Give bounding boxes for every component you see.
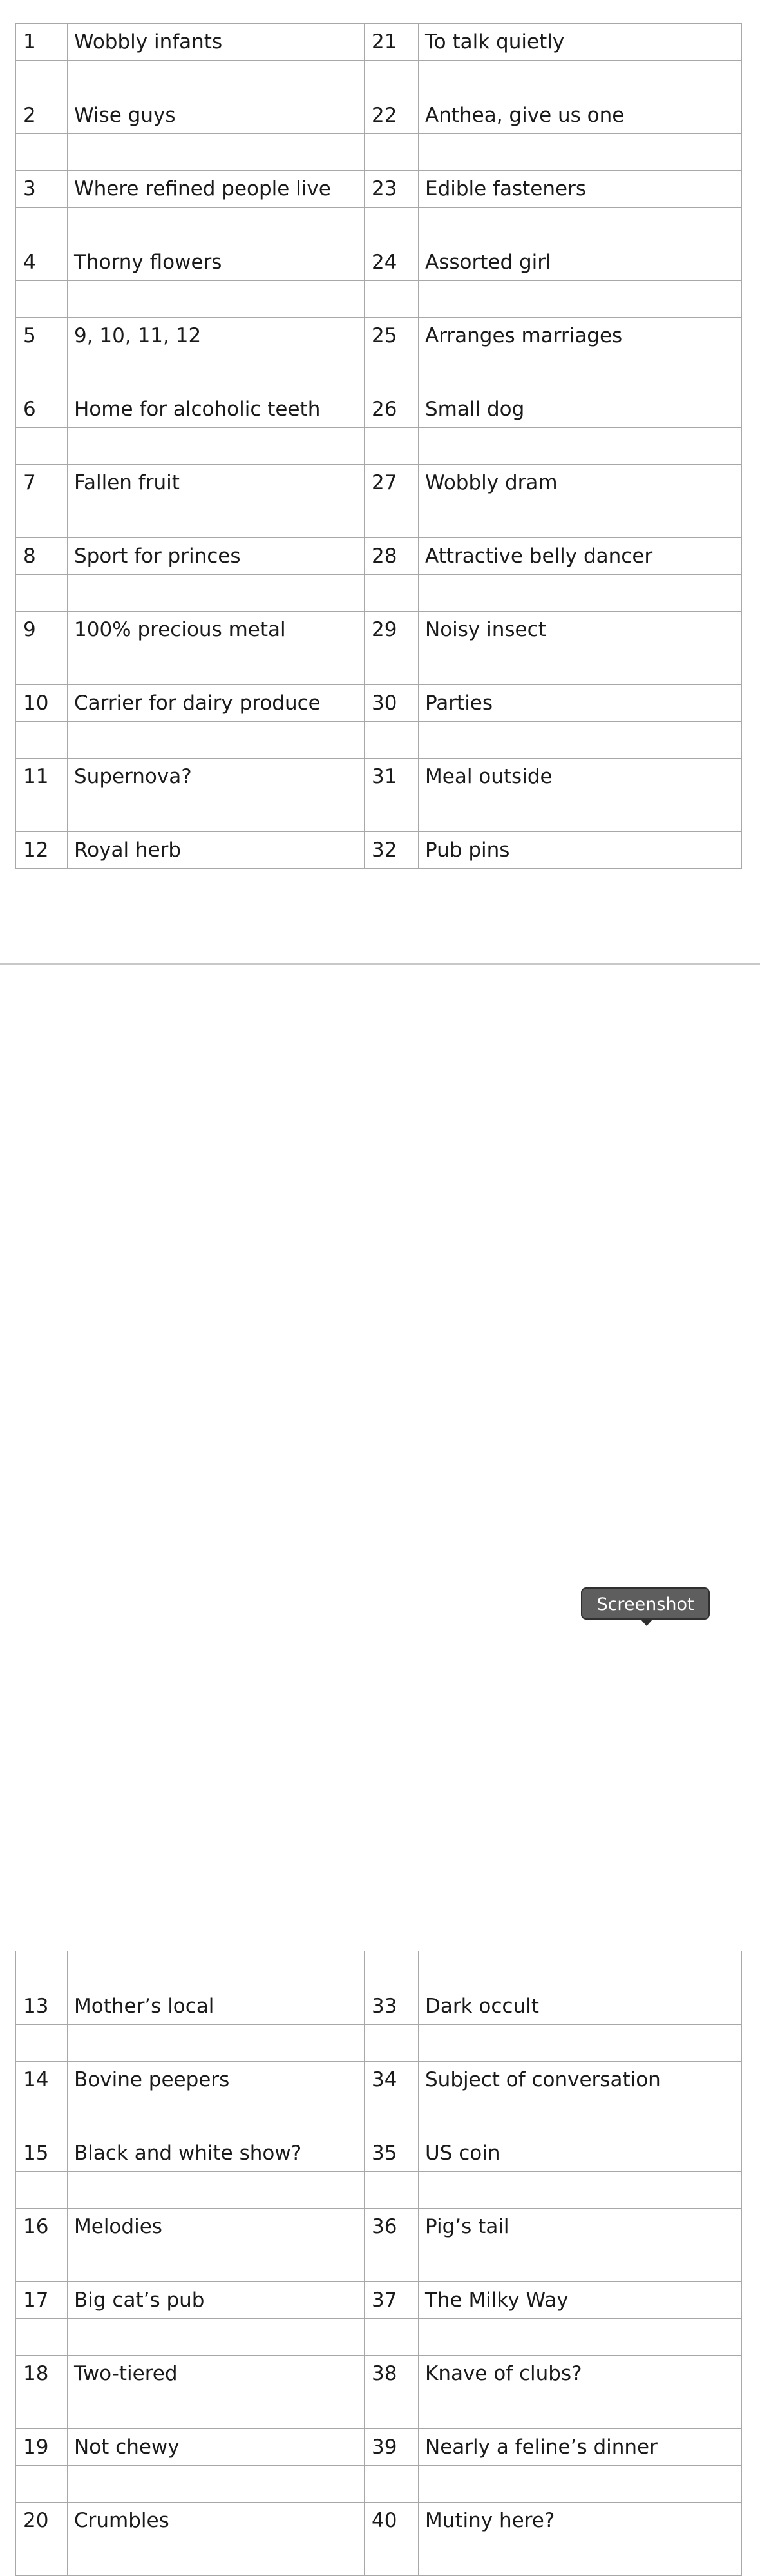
answer-cell xyxy=(68,501,365,538)
answer-cell xyxy=(16,795,68,832)
answer-cell xyxy=(419,2466,742,2503)
answer-row xyxy=(16,648,742,685)
clue-number: 5 xyxy=(16,318,68,354)
clue-text: Mother’s local xyxy=(68,1988,365,2025)
answer-cell xyxy=(68,61,365,97)
clue-number: 34 xyxy=(365,2062,419,2098)
answer-cell xyxy=(419,501,742,538)
clue-number: 19 xyxy=(16,2429,68,2466)
clue-text: Carrier for dairy produce xyxy=(68,685,365,722)
answer-cell xyxy=(365,2098,419,2135)
answer-cell xyxy=(68,2466,365,2503)
clue-number: 35 xyxy=(365,2135,419,2172)
table-row xyxy=(16,1988,742,2025)
answer-row xyxy=(16,2172,742,2209)
answer-cell xyxy=(68,722,365,759)
answer-cell xyxy=(16,575,68,612)
screenshot-button[interactable]: Screenshot xyxy=(581,1587,710,1620)
document-page-1 xyxy=(0,0,760,963)
answer-cell xyxy=(419,281,742,318)
answer-cell xyxy=(419,134,742,171)
table-row xyxy=(16,391,742,428)
clue-text: Parties xyxy=(419,685,742,722)
answer-cell xyxy=(68,2098,365,2135)
answer-row xyxy=(16,2025,742,2062)
clue-text: Melodies xyxy=(68,2209,365,2245)
answer-cell xyxy=(365,2466,419,2503)
answer-cell xyxy=(365,61,419,97)
answer-cell xyxy=(16,281,68,318)
clue-number: 29 xyxy=(365,612,419,648)
clue-text: Two-tiered xyxy=(68,2356,365,2392)
clue-number: 27 xyxy=(365,465,419,501)
clue-text: Bovine peepers xyxy=(68,2062,365,2098)
answer-cell xyxy=(16,648,68,685)
clue-text: The Milky Way xyxy=(419,2282,742,2319)
table-row xyxy=(16,685,742,722)
table-row xyxy=(16,318,742,354)
answer-cell xyxy=(365,281,419,318)
answer-row xyxy=(16,208,742,244)
answer-row xyxy=(16,2245,742,2282)
answer-cell xyxy=(365,2245,419,2282)
table-row xyxy=(16,2209,742,2245)
clue-number: 11 xyxy=(16,759,68,795)
table-row xyxy=(16,171,742,208)
answer-row xyxy=(16,575,742,612)
clue-number: 33 xyxy=(365,1988,419,2025)
clue-text: To talk quietly xyxy=(419,24,742,61)
clue-number: 39 xyxy=(365,2429,419,2466)
clue-table-2 xyxy=(15,1951,742,2576)
clue-text: US coin xyxy=(419,2135,742,2172)
clue-number: 15 xyxy=(16,2135,68,2172)
clue-text: Fallen fruit xyxy=(68,465,365,501)
answer-cell xyxy=(16,428,68,465)
clue-number: 38 xyxy=(365,2356,419,2392)
clue-number: 8 xyxy=(16,538,68,575)
answer-row xyxy=(16,281,742,318)
answer-row xyxy=(16,428,742,465)
clue-number: 6 xyxy=(16,391,68,428)
clue-number: 7 xyxy=(16,465,68,501)
table-row xyxy=(16,2503,742,2539)
answer-row xyxy=(16,722,742,759)
answer-cell xyxy=(419,354,742,391)
clue-number: 2 xyxy=(16,97,68,134)
answer-row xyxy=(16,2466,742,2503)
answer-cell xyxy=(365,2172,419,2209)
clue-text: Knave of clubs? xyxy=(419,2356,742,2392)
answer-row xyxy=(16,134,742,171)
answer-row xyxy=(16,1951,742,1988)
answer-cell xyxy=(16,722,68,759)
answer-cell xyxy=(365,208,419,244)
clue-text: Wise guys xyxy=(68,97,365,134)
clue-text: Pig’s tail xyxy=(419,2209,742,2245)
table-row xyxy=(16,2062,742,2098)
clue-text: Arranges marriages xyxy=(419,318,742,354)
answer-row xyxy=(16,61,742,97)
answer-cell xyxy=(68,795,365,832)
clue-text: Royal herb xyxy=(68,832,365,869)
clue-text: Small dog xyxy=(419,391,742,428)
clue-number: 25 xyxy=(365,318,419,354)
clue-number: 32 xyxy=(365,832,419,869)
answer-cell xyxy=(419,2098,742,2135)
answer-cell xyxy=(68,281,365,318)
clue-number: 21 xyxy=(365,24,419,61)
answer-cell xyxy=(68,354,365,391)
clue-number: 16 xyxy=(16,2209,68,2245)
answer-cell xyxy=(16,2392,68,2429)
clue-text: Assorted girl xyxy=(419,244,742,281)
answer-cell xyxy=(365,575,419,612)
clue-number: 22 xyxy=(365,97,419,134)
table-row xyxy=(16,97,742,134)
clue-text: Home for alcoholic teeth xyxy=(68,391,365,428)
answer-cell xyxy=(16,2539,68,2576)
answer-cell xyxy=(419,2172,742,2209)
answer-cell xyxy=(16,134,68,171)
clue-text: Not chewy xyxy=(68,2429,365,2466)
answer-cell xyxy=(365,1951,419,1988)
clue-table-2-body xyxy=(16,1951,742,2576)
clue-text: Meal outside xyxy=(419,759,742,795)
answer-cell xyxy=(68,1951,365,1988)
answer-row xyxy=(16,354,742,391)
table-row xyxy=(16,2356,742,2392)
clue-number: 36 xyxy=(365,2209,419,2245)
clue-table-1-body xyxy=(16,24,742,869)
answer-row xyxy=(16,2392,742,2429)
answer-row xyxy=(16,2539,742,2576)
clue-number: 28 xyxy=(365,538,419,575)
clue-number: 40 xyxy=(365,2503,419,2539)
table-row xyxy=(16,2282,742,2319)
answer-cell xyxy=(68,575,365,612)
clue-number: 30 xyxy=(365,685,419,722)
answer-row xyxy=(16,795,742,832)
answer-cell xyxy=(365,2392,419,2429)
table-row xyxy=(16,244,742,281)
clue-number: 4 xyxy=(16,244,68,281)
clue-text: Black and white show? xyxy=(68,2135,365,2172)
answer-cell xyxy=(68,2172,365,2209)
clue-text: Attractive belly dancer xyxy=(419,538,742,575)
clue-text: Mutiny here? xyxy=(419,2503,742,2539)
answer-cell xyxy=(365,501,419,538)
table-row xyxy=(16,2429,742,2466)
clue-number: 10 xyxy=(16,685,68,722)
answer-cell xyxy=(16,354,68,391)
answer-cell xyxy=(16,501,68,538)
answer-cell xyxy=(16,1951,68,1988)
answer-cell xyxy=(68,2319,365,2356)
answer-row xyxy=(16,501,742,538)
answer-cell xyxy=(365,134,419,171)
answer-cell xyxy=(16,208,68,244)
answer-cell xyxy=(419,575,742,612)
table-row xyxy=(16,832,742,869)
answer-cell xyxy=(365,2539,419,2576)
table-row xyxy=(16,2135,742,2172)
answer-cell xyxy=(16,2245,68,2282)
clue-text: Anthea, give us one xyxy=(419,97,742,134)
clue-text: Dark occult xyxy=(419,1988,742,2025)
answer-cell xyxy=(16,61,68,97)
answer-cell xyxy=(68,2539,365,2576)
clue-text: Pub pins xyxy=(419,832,742,869)
clue-number: 13 xyxy=(16,1988,68,2025)
clue-text: Subject of conversation xyxy=(419,2062,742,2098)
answer-cell xyxy=(419,2392,742,2429)
answer-row xyxy=(16,2319,742,2356)
table-row xyxy=(16,612,742,648)
answer-cell xyxy=(419,428,742,465)
answer-cell xyxy=(419,2319,742,2356)
clue-text: Wobbly infants xyxy=(68,24,365,61)
answer-cell xyxy=(68,2025,365,2062)
answer-cell xyxy=(365,354,419,391)
clue-number: 3 xyxy=(16,171,68,208)
clue-text: Big cat’s pub xyxy=(68,2282,365,2319)
answer-cell xyxy=(16,2319,68,2356)
clue-table-1 xyxy=(15,23,742,869)
clue-number: 9 xyxy=(16,612,68,648)
document-page-2 xyxy=(0,965,760,2532)
answer-cell xyxy=(68,428,365,465)
answer-cell xyxy=(419,722,742,759)
clue-text: 9, 10, 11, 12 xyxy=(68,318,365,354)
clue-number: 24 xyxy=(365,244,419,281)
clue-number: 14 xyxy=(16,2062,68,2098)
answer-cell xyxy=(16,2098,68,2135)
clue-number: 26 xyxy=(365,391,419,428)
clue-text: Sport for princes xyxy=(68,538,365,575)
answer-cell xyxy=(68,648,365,685)
clue-number: 37 xyxy=(365,2282,419,2319)
answer-cell xyxy=(419,795,742,832)
clue-number: 12 xyxy=(16,832,68,869)
answer-cell xyxy=(419,1951,742,1988)
clue-number: 1 xyxy=(16,24,68,61)
answer-row xyxy=(16,2098,742,2135)
clue-text: Wobbly dram xyxy=(419,465,742,501)
answer-cell xyxy=(419,2245,742,2282)
answer-cell xyxy=(365,722,419,759)
answer-cell xyxy=(365,2025,419,2062)
clue-number: 31 xyxy=(365,759,419,795)
answer-cell xyxy=(68,2245,365,2282)
clue-text: Crumbles xyxy=(68,2503,365,2539)
answer-cell xyxy=(68,134,365,171)
clue-number: 20 xyxy=(16,2503,68,2539)
answer-cell xyxy=(16,2172,68,2209)
table-row xyxy=(16,759,742,795)
answer-cell xyxy=(365,648,419,685)
clue-number: 17 xyxy=(16,2282,68,2319)
clue-text: Thorny flowers xyxy=(68,244,365,281)
answer-cell xyxy=(419,2025,742,2062)
answer-cell xyxy=(365,2319,419,2356)
table-row xyxy=(16,538,742,575)
table-row xyxy=(16,465,742,501)
answer-cell xyxy=(16,2025,68,2062)
clue-number: 23 xyxy=(365,171,419,208)
answer-cell xyxy=(16,2466,68,2503)
table-row xyxy=(16,24,742,61)
answer-cell xyxy=(419,2539,742,2576)
clue-text: Where refined people live xyxy=(68,171,365,208)
answer-cell xyxy=(419,61,742,97)
answer-cell xyxy=(419,648,742,685)
clue-text: Edible fasteners xyxy=(419,171,742,208)
clue-text: 100% precious metal xyxy=(68,612,365,648)
answer-cell xyxy=(365,795,419,832)
answer-cell xyxy=(365,428,419,465)
clue-number: 18 xyxy=(16,2356,68,2392)
clue-text: Nearly a feline’s dinner xyxy=(419,2429,742,2466)
answer-cell xyxy=(68,2392,365,2429)
answer-cell xyxy=(68,208,365,244)
clue-text: Supernova? xyxy=(68,759,365,795)
answer-cell xyxy=(419,208,742,244)
clue-text: Noisy insect xyxy=(419,612,742,648)
